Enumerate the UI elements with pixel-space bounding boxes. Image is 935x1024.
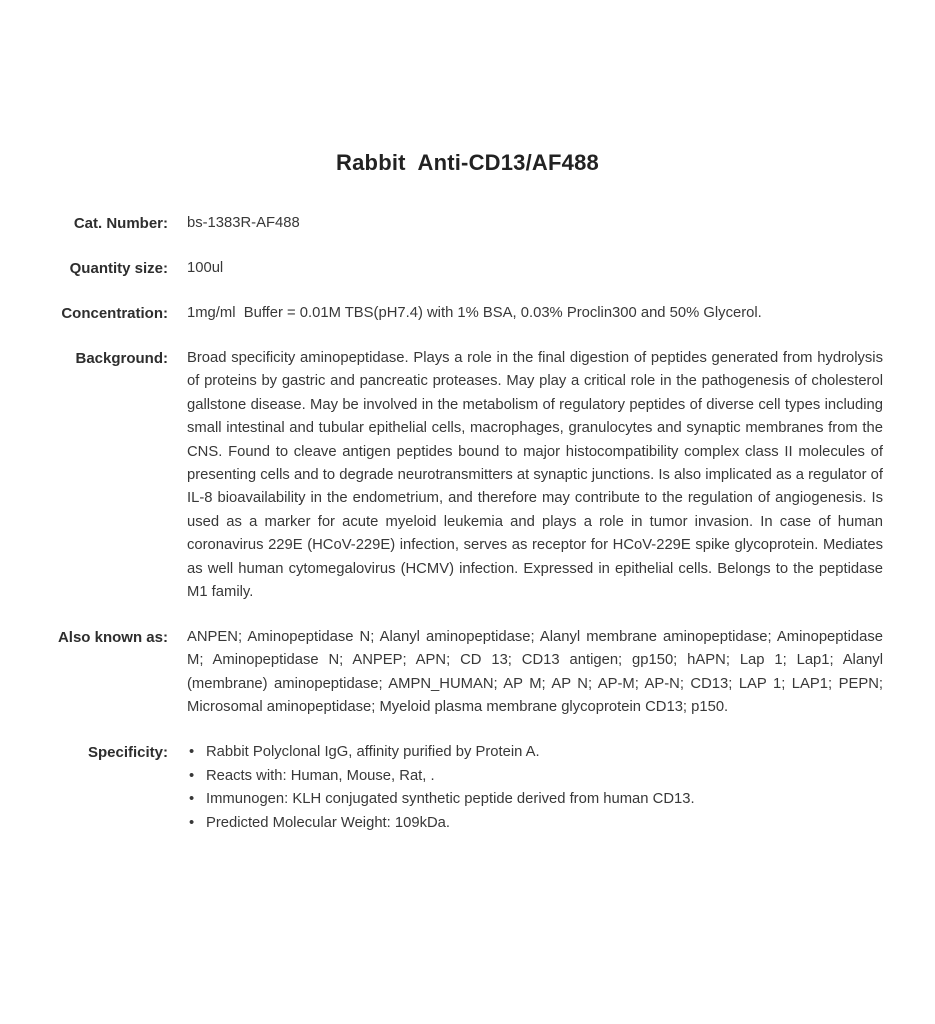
field-row-specificity xyxy=(0,741,935,835)
list-item xyxy=(187,765,883,788)
also-known-as-value: ANPEN; Aminopeptidase N; Alanyl aminopeptidase; Alanyl membrane aminopeptidase; Aminopeptidase M; Aminopeptidase N; ANPEP; APN; CD 13; CD13 antigen; gp150; hAPN; Lap 1; Lap1; Alanyl (membrane) aminopeptidase; AMPN_HUMAN; AP M; AP N; AP-M; AP-N; CD13; LAP 1; LAP1; PEPN; Microsomal aminopeptidase; Myeloid plasma membrane glycoprotein CD13; p150. xyxy=(187,629,883,716)
list-item xyxy=(187,812,883,835)
concentration-label: Concentration: xyxy=(61,305,168,322)
cat-number-label: Cat. Number: xyxy=(73,215,168,232)
also-known-as-label: Also known as: xyxy=(57,629,168,647)
field-row-also-known-as xyxy=(0,626,935,720)
specificity-bullet-clonality: Rabbit Polyclonal IgG, affinity purified by Protein A. xyxy=(206,744,540,761)
bullet-icon: • xyxy=(189,814,195,831)
quantity-size-value: 100ul xyxy=(187,260,224,276)
field-row-concentration xyxy=(0,302,935,325)
cat-number-value: bs-1383R-AF488 xyxy=(187,215,300,231)
bullet-icon: • xyxy=(189,791,195,808)
specificity-label: Specificity: xyxy=(87,744,168,762)
background-value: Broad specificity aminopeptidase. Plays a role in the final digestion of peptides generated from hydrolysis of proteins by gastric and pancreatic proteases. May play a critical role in the pathogenesis of cholesterol gallstone disease. May be involved in the metabolism of regulatory peptides of diverse cell types including small intestinal and tubular epithelial cells, macrophages, granulocytes and synaptic membranes from the CNS. Found to cleave antigen peptides bound to major histocompatibility complex class II molecules of presenting cells and to degrade neurotransmitters at synaptic junctions. Is also implicated as a regulator of IL-8 bioavailability in the endometrium, and therefore may contribute to the regulation of angiogenesis. Is used as a marker for acute myeloid leukemia and plays a role in tumor invasion. In case of human coronavirus 229E (HCoV-229E) infection, serves as receptor for HCoV-229E spike glycoprotein. Mediates as well human cytomegalovirus (HCMV) infection. Expressed in epithelial cells. Belongs to the peptidase M1 family. xyxy=(187,350,883,601)
specificity-value xyxy=(187,741,883,835)
bullet-icon: • xyxy=(189,744,195,761)
specificity-bullet-immunogen: Immunogen: KLH conjugated synthetic peptide derived from human CD13. xyxy=(206,791,695,808)
background-label: Background: xyxy=(75,350,168,367)
list-item xyxy=(187,788,883,811)
field-row-background xyxy=(0,347,935,604)
field-row-quantity-size xyxy=(0,257,935,280)
field-rows xyxy=(0,212,935,835)
field-row-cat-number xyxy=(0,212,935,235)
page-title: Rabbit Anti-CD13/AF488 xyxy=(336,150,599,175)
bullet-icon: • xyxy=(189,767,195,784)
quantity-size-label: Quantity size: xyxy=(69,260,168,277)
specificity-bullet-molecular-weight: Predicted Molecular Weight: 109kDa. xyxy=(206,814,450,831)
specificity-bullet-list xyxy=(187,741,883,835)
concentration-value: 1mg/ml Buffer = 0.01M TBS(pH7.4) with 1% BSA, 0.03% Proclin300 and 50% Glycerol. xyxy=(187,305,762,321)
specificity-bullet-reactivity: Reacts with: Human, Mouse, Rat, . xyxy=(206,767,435,784)
list-item xyxy=(187,741,883,764)
